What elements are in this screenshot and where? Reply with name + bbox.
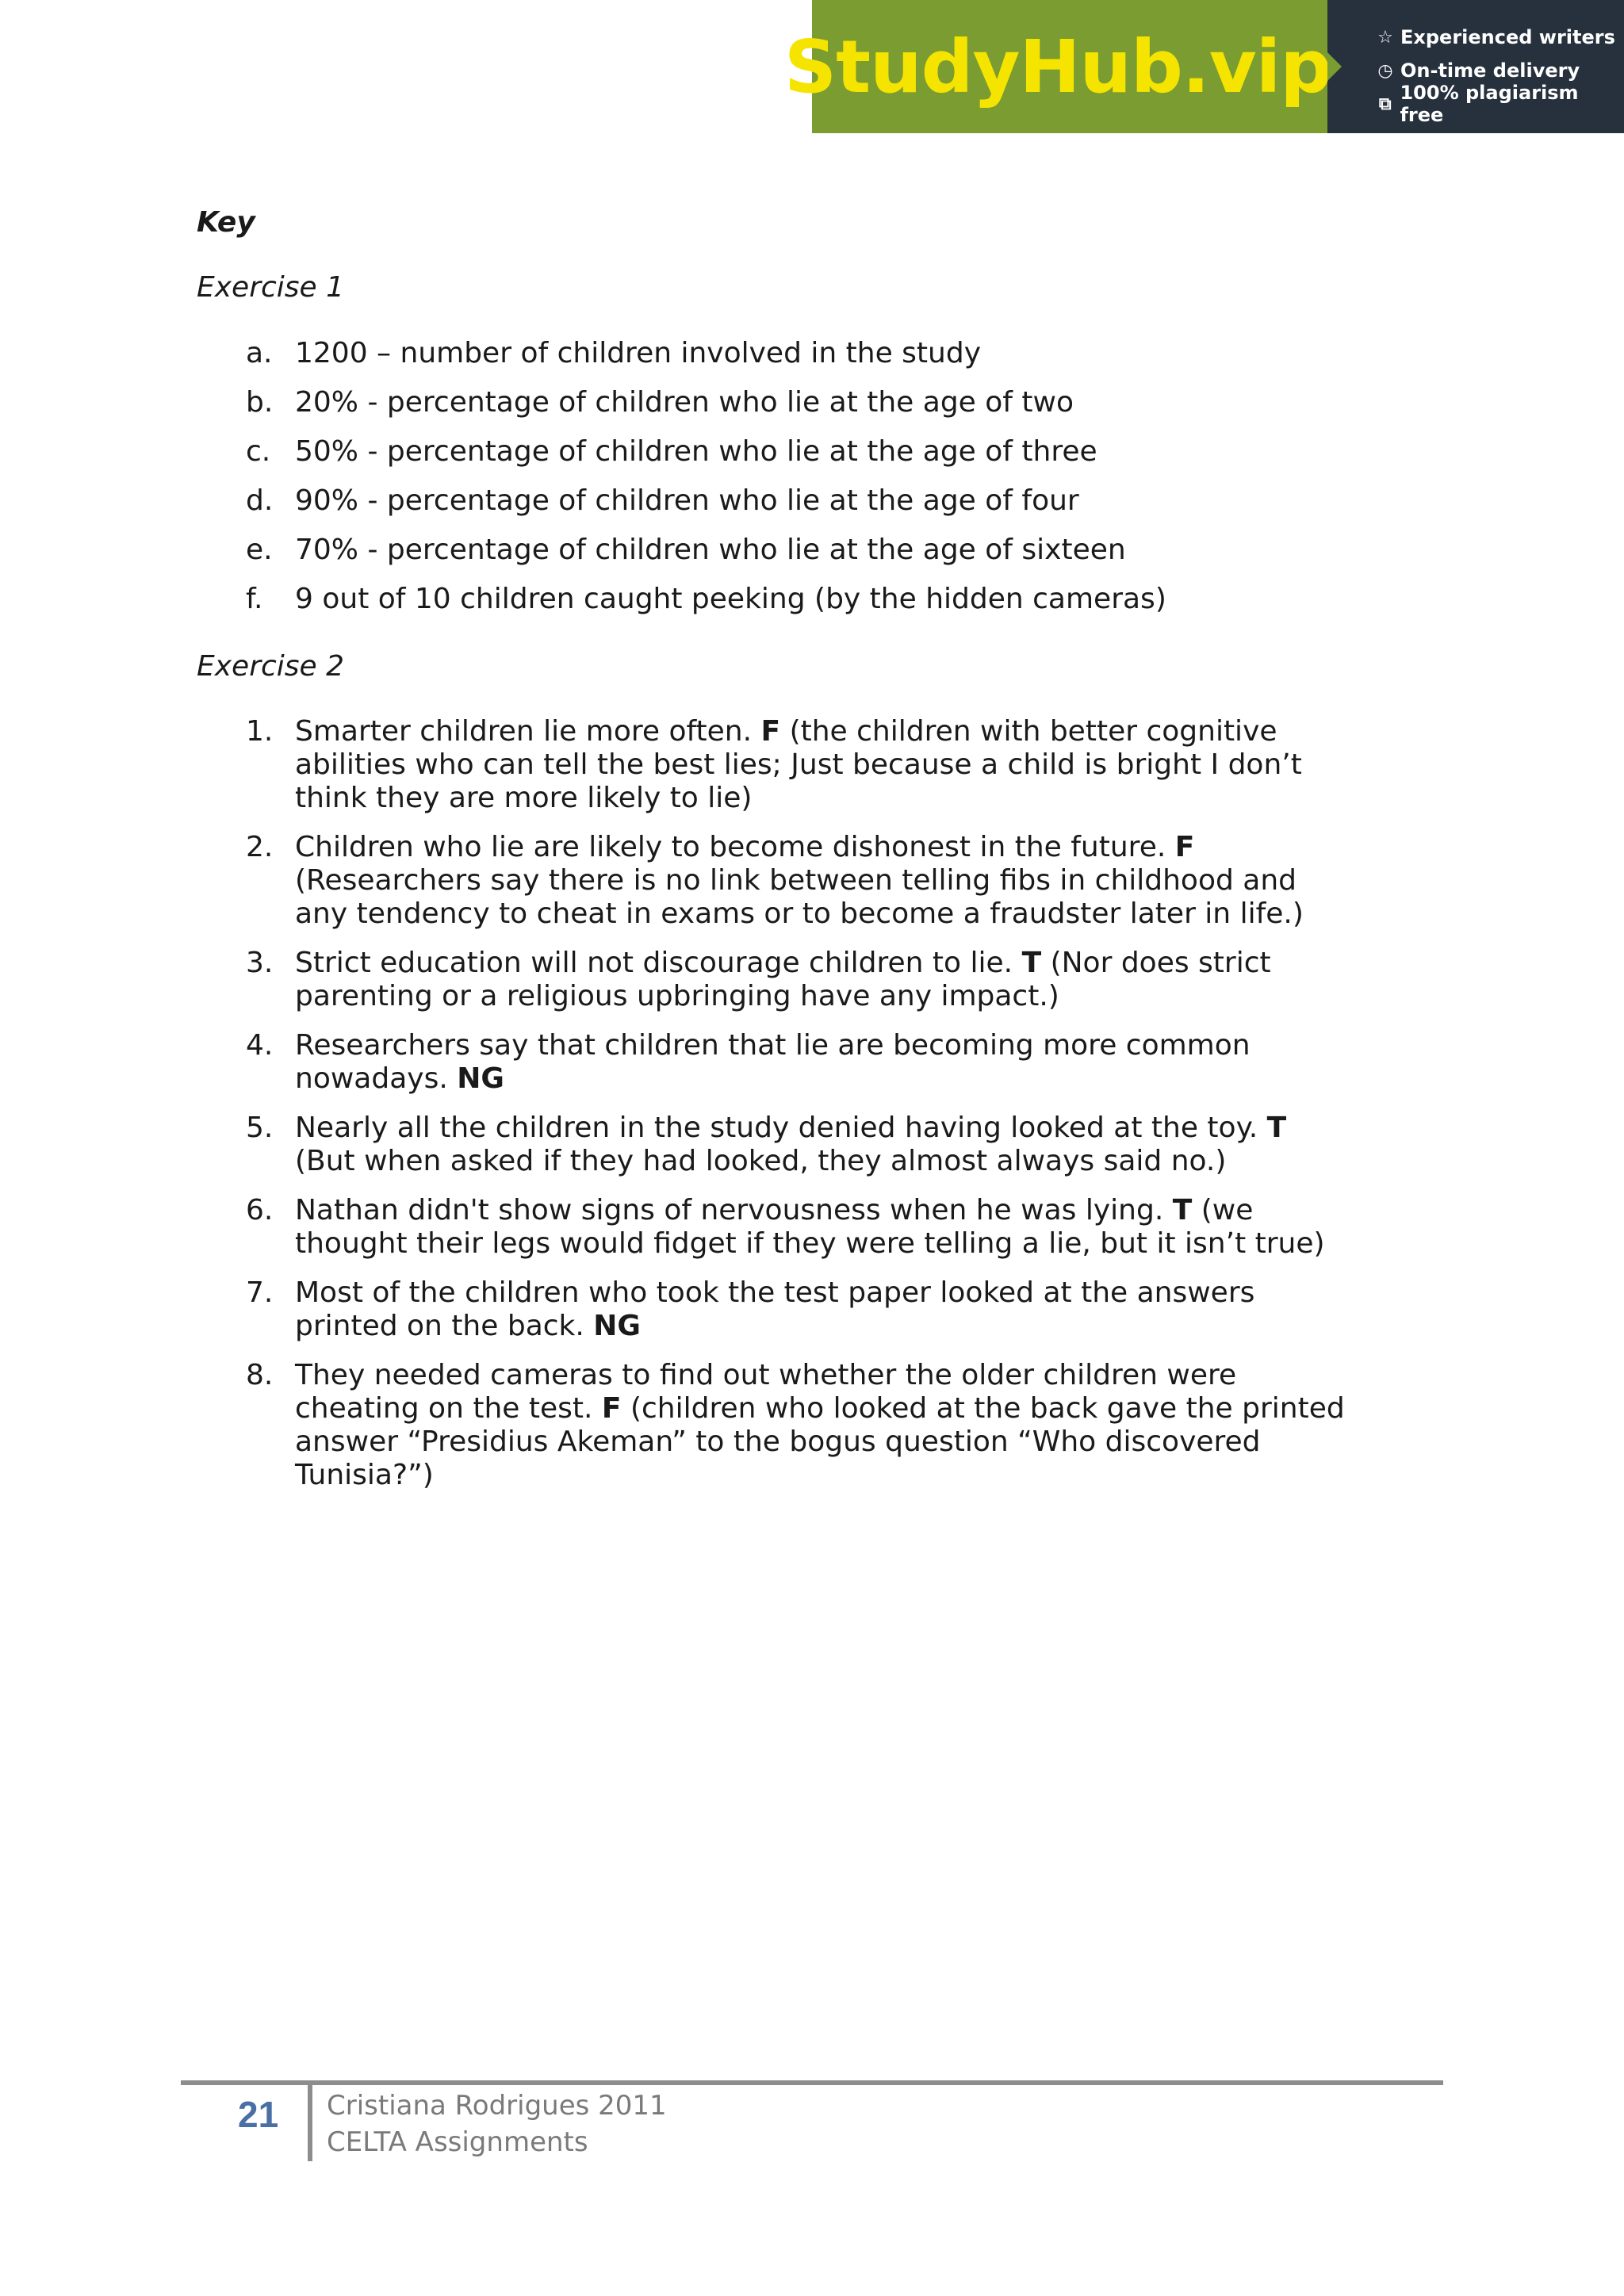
answer-label: F — [1174, 831, 1195, 863]
list-item — [197, 1359, 1350, 1492]
answer-label: T — [1172, 1194, 1193, 1226]
list-marker: 1. — [246, 715, 274, 748]
footer-author: Cristiana Rodrigues 2011 — [327, 2090, 667, 2122]
answer-label: F — [601, 1392, 622, 1425]
answer-note: (Nor does strict parenting or a religious upbringing have any impact.) — [295, 947, 1271, 1012]
exercise1-heading: Exercise 1 — [197, 271, 345, 304]
footer-title: CELTA Assignments — [327, 2126, 588, 2158]
list-item — [197, 484, 1434, 534]
list-item — [197, 534, 1434, 583]
star-icon: ☆ — [1377, 27, 1393, 48]
feature-plagiarism-free — [1375, 82, 1624, 126]
copy-icon: ⧉ — [1378, 94, 1392, 114]
list-marker: 8. — [246, 1359, 274, 1391]
answer-note: (Researchers say there is no link between telling fibs in childhood and any tendency to cheat in exams or to become a fraudster later in life.) — [295, 864, 1304, 930]
list-item — [197, 337, 1434, 386]
answer-label: F — [760, 715, 781, 748]
list-item-text: 70% - percentage of children who lie at the age of sixteen — [295, 534, 1126, 566]
statement-text: Nathan didn't show signs of nervousness when he was lying. — [295, 1194, 1164, 1226]
exercise1-list — [197, 337, 1434, 632]
list-marker: b. — [246, 386, 274, 419]
statement-text: Researchers say that children that lie are becoming more common nowadays. — [295, 1029, 1251, 1095]
list-item — [197, 583, 1434, 632]
list-marker: c. — [246, 435, 271, 468]
statement-text: Nearly all the children in the study denied having looked at the toy. — [295, 1112, 1258, 1144]
list-item-text: 1200 – number of children involved in the study — [295, 337, 982, 369]
answer-label: NG — [593, 1310, 641, 1342]
document-body — [197, 206, 1434, 1491]
exercise2-list — [197, 715, 1434, 1508]
list-item — [197, 715, 1350, 815]
feature-experienced-writers — [1375, 21, 1624, 54]
answer-note: (the children with better cognitive abilities who can tell the best lies; Just because a child is bright I don’t think they are more likely to lie) — [295, 715, 1302, 814]
studyhub-banner[interactable] — [783, 0, 1624, 133]
statement-text: Most of the children who took the test paper looked at the answers printed on the back. — [295, 1276, 1255, 1342]
answer-note: (But when asked if they had looked, they almost always said no.) — [295, 1145, 1227, 1177]
list-item — [197, 386, 1434, 435]
list-item — [197, 1276, 1350, 1343]
answer-note: (children who looked at the back gave the printed answer “Presidius Akeman” to the bogus question “Who discovered Tunisia?”) — [295, 1392, 1345, 1491]
list-marker: 3. — [246, 947, 274, 979]
key-heading: Key — [197, 206, 255, 239]
list-marker: 7. — [246, 1276, 274, 1309]
list-item — [197, 1112, 1350, 1178]
list-marker: 6. — [246, 1194, 274, 1226]
footer-divider — [181, 2080, 1443, 2085]
list-marker: a. — [246, 337, 273, 369]
list-item-text: 90% - percentage of children who lie at the age of four — [295, 484, 1079, 517]
list-marker: 2. — [246, 831, 274, 863]
feature-label: On-time delivery — [1400, 59, 1580, 82]
statement-text: They needed cameras to find out whether the older children were cheating on the test. — [295, 1359, 1237, 1425]
list-marker: 4. — [246, 1029, 274, 1062]
answer-label: T — [1021, 947, 1042, 979]
page-number: 21 — [238, 2094, 279, 2135]
studyhub-logo[interactable] — [783, 0, 1332, 133]
list-item — [197, 1029, 1350, 1096]
list-marker: d. — [246, 484, 274, 517]
list-marker: e. — [246, 534, 273, 566]
list-item — [197, 947, 1350, 1013]
feature-label: 100% plagiarism free — [1400, 82, 1579, 126]
statement-text: Smarter children lie more often. — [295, 715, 753, 748]
feature-label: Experienced writers — [1400, 26, 1615, 48]
list-item — [197, 831, 1350, 931]
banner-features — [1327, 0, 1624, 133]
list-item-text: 9 out of 10 children caught peeking (by the hidden cameras) — [295, 583, 1166, 615]
statement-text: Children who lie are likely to become dishonest in the future. — [295, 831, 1166, 863]
answer-label: NG — [457, 1062, 504, 1095]
list-marker: 5. — [246, 1112, 274, 1144]
statement-text: Strict education will not discourage children to lie. — [295, 947, 1013, 979]
answer-note: (we thought their legs would fidget if they were telling a lie, but it isn’t true) — [295, 1194, 1325, 1260]
list-item-text: 50% - percentage of children who lie at the age of three — [295, 435, 1097, 468]
clock-icon: ◷ — [1377, 60, 1393, 81]
answer-label: T — [1266, 1112, 1287, 1144]
list-marker: f. — [246, 583, 263, 615]
list-item-text: 20% - percentage of children who lie at the age of two — [295, 386, 1074, 419]
exercise2-heading: Exercise 2 — [197, 650, 345, 683]
list-item — [197, 435, 1434, 484]
list-item — [197, 1194, 1350, 1261]
logo-text: StudyHub.vip — [783, 24, 1332, 109]
footer-vertical-divider — [308, 2085, 312, 2161]
